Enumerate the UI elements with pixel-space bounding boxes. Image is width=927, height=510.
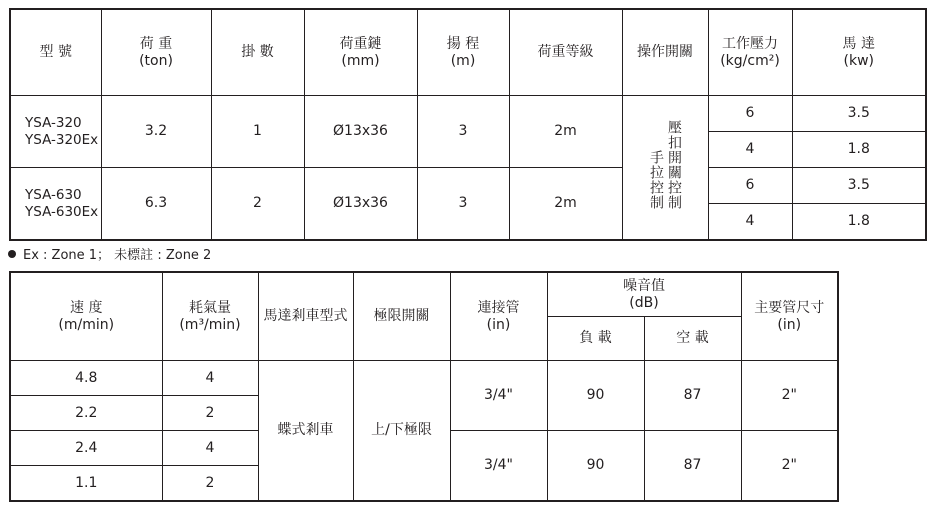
air-cell: 2 xyxy=(162,396,258,431)
speed-cell: 4.8 xyxy=(10,361,162,396)
chain-cell: Ø13x36 xyxy=(304,168,417,241)
pipe-cell: 2" xyxy=(741,361,838,431)
motor-cell: 1.8 xyxy=(792,132,926,168)
zone-note-text: Ex : Zone 1； 未標註 : Zone 2 xyxy=(23,248,212,263)
motor-cell: 3.5 xyxy=(792,96,926,132)
limit-cell: 上/下極限 xyxy=(353,361,450,502)
header-brake: 馬達剎車型式 xyxy=(258,272,353,361)
model-cell: YSA-630 YSA-630Ex xyxy=(10,168,101,241)
load-cell: 6.3 xyxy=(101,168,211,241)
table-row xyxy=(10,168,926,204)
zone-note xyxy=(8,244,211,263)
header-limit: 極限開關 xyxy=(353,272,450,361)
header-motor: 馬 達 (kw) xyxy=(792,9,926,96)
header-noise-idle: 空 載 xyxy=(644,317,741,361)
header-grade: 荷重等級 xyxy=(509,9,622,96)
header-conn: 連接管 (in) xyxy=(450,272,547,361)
table2-header-row xyxy=(10,272,838,317)
air-cell: 4 xyxy=(162,431,258,466)
header-falls: 掛 數 xyxy=(211,9,304,96)
speed-cell: 1.1 xyxy=(10,466,162,502)
grade-cell: 2m xyxy=(509,96,622,168)
lift-cell: 3 xyxy=(417,96,509,168)
lift-cell: 3 xyxy=(417,168,509,241)
pressure-cell: 4 xyxy=(708,204,792,241)
header-noise: 噪音值 (dB) xyxy=(547,272,741,317)
speed-cell: 2.2 xyxy=(10,396,162,431)
speed-cell: 2.4 xyxy=(10,431,162,466)
grade-cell: 2m xyxy=(509,168,622,241)
conn-cell: 3/4" xyxy=(450,431,547,502)
noise-idle-cell: 87 xyxy=(644,361,741,431)
falls-cell: 2 xyxy=(211,168,304,241)
load-cell: 3.2 xyxy=(101,96,211,168)
switch-value-1: 手拉控制 xyxy=(648,150,664,210)
header-noise-load: 負 載 xyxy=(547,317,644,361)
header-chain: 荷重鏈 (mm) xyxy=(304,9,417,96)
pressure-cell: 6 xyxy=(708,168,792,204)
pressure-cell: 6 xyxy=(708,96,792,132)
header-switch: 操作開關 xyxy=(622,9,708,96)
brake-cell: 蝶式剎車 xyxy=(258,361,353,502)
conn-cell: 3/4" xyxy=(450,361,547,431)
air-cell: 2 xyxy=(162,466,258,502)
header-lift: 揚 程 (m) xyxy=(417,9,509,96)
noise-load-cell: 90 xyxy=(547,431,644,502)
spec-table-hoist xyxy=(9,8,927,241)
falls-cell: 1 xyxy=(211,96,304,168)
header-model: 型 號 xyxy=(10,9,101,96)
bullet-icon xyxy=(8,250,16,258)
noise-load-cell: 90 xyxy=(547,361,644,431)
table-row xyxy=(10,96,926,132)
motor-cell: 3.5 xyxy=(792,168,926,204)
motor-cell: 1.8 xyxy=(792,204,926,241)
pressure-cell: 4 xyxy=(708,132,792,168)
header-air: 耗氣量 (m³/min) xyxy=(162,272,258,361)
table-row xyxy=(10,361,838,396)
header-pipe: 主要管尺寸 (in) xyxy=(741,272,838,361)
model-cell: YSA-320 YSA-320Ex xyxy=(10,96,101,168)
spec-table-performance xyxy=(9,271,839,502)
noise-idle-cell: 87 xyxy=(644,431,741,502)
header-pressure: 工作壓力 (kg/cm²) xyxy=(708,9,792,96)
header-load: 荷 重 (ton) xyxy=(101,9,211,96)
switch-value-2: 壓扣開關控制 xyxy=(666,120,682,210)
switch-cell xyxy=(622,96,708,241)
table1-header-row xyxy=(10,9,926,96)
pipe-cell: 2" xyxy=(741,431,838,502)
header-speed: 速 度 (m/min) xyxy=(10,272,162,361)
chain-cell: Ø13x36 xyxy=(304,96,417,168)
air-cell: 4 xyxy=(162,361,258,396)
